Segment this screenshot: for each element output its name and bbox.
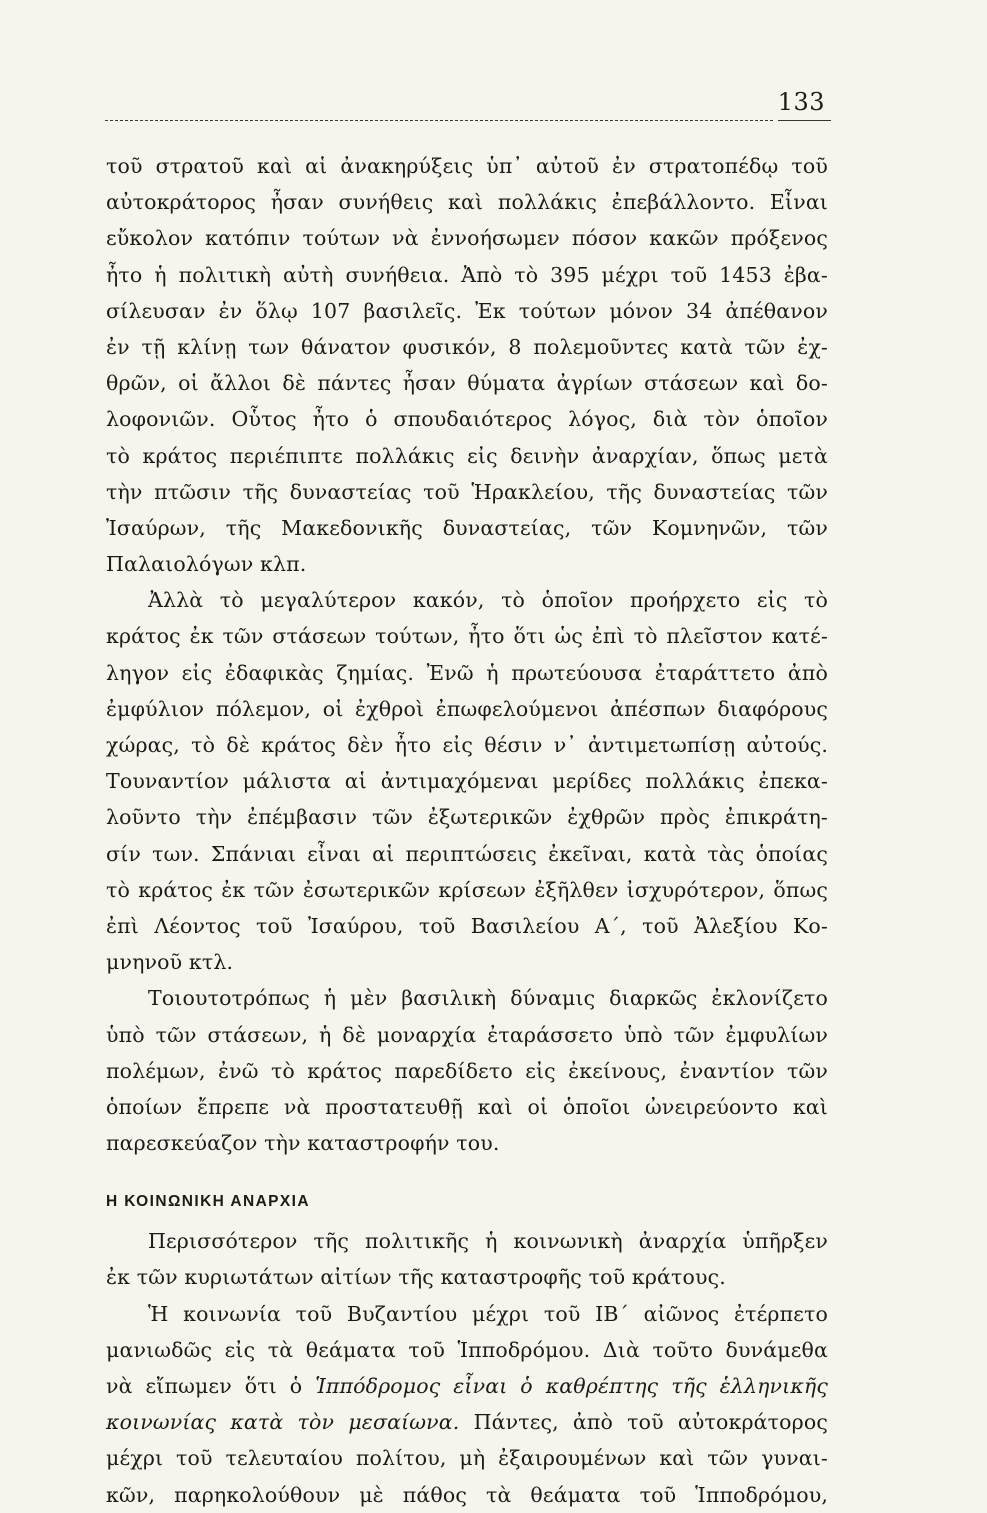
text-line: τοῦ στρατοῦ καὶ αἱ ἀνακηρύξεις ὑπ᾽ αὐτοῦ ἐν στρατοπέδῳ τοῦ bbox=[106, 154, 828, 178]
text-line: σίλευσαν ἐν ὅλῳ 107 βασιλεῖς. Ἐκ τούτων μόνον 34 ἀπέθανον bbox=[106, 298, 828, 323]
text-line: λοῦντο τὴν ἐπέμβασιν τῶν ἐξωτερικῶν ἐχθρῶν πρὸς ἐπικράτη- bbox=[106, 805, 828, 830]
text-line: χώρας, τὸ δὲ κράτος δὲν ἦτο εἰς θέσιν ν᾽ ἀντιμετωπίσῃ αὐτούς. bbox=[106, 733, 828, 757]
text-line: θρῶν, οἱ ἄλλοι δὲ πάντες ἦσαν θύματα ἀγρίων στάσεων καὶ δο- bbox=[106, 371, 828, 396]
text-line: Τουναντίον μάλιστα αἱ ἀντιμαχόμεναι μερίδες πολλάκις ἐπεκα- bbox=[106, 769, 828, 794]
text-line: Ἰσαύρων, τῆς Μακεδονικῆς δυναστείας, τῶν Κομνηνῶν, τῶν bbox=[106, 515, 828, 540]
text-line-mixed bbox=[106, 1404, 828, 1440]
text-line: παρεσκεύαζον τὴν καταστροφήν του. bbox=[106, 1131, 500, 1156]
header-dashed-rule bbox=[105, 120, 773, 121]
text-line: ἦτο ἡ πολιτικὴ αὐτὴ συνήθεια. Ἀπὸ τὸ 395 μέχρι τοῦ 1453 ἐβα- bbox=[106, 262, 828, 287]
text-line: Ἡ κοινωνία τοῦ Βυζαντίου μέχρι τοῦ ΙΒ΄ αἰῶνος ἐτέρπετο bbox=[148, 1301, 828, 1326]
text-line-mixed bbox=[106, 1368, 828, 1404]
paragraph-1 bbox=[106, 148, 828, 582]
text-line: σίν των. Σπάνιαι εἶναι αἱ περιπτώσεις ἐκεῖναι, κατὰ τὰς ὁποίας bbox=[106, 841, 828, 866]
text-line: ἐπὶ Λέοντος τοῦ Ἰσαύρου, τοῦ Βασιλείου Α΄, τοῦ Ἀλεξίου Κο- bbox=[106, 913, 828, 938]
text-line: τὴν πτῶσιν τῆς δυναστείας τοῦ Ἡρακλείου, τῆς δυναστείας τῶν bbox=[106, 479, 828, 504]
page-body bbox=[106, 148, 828, 1513]
italic-emphasis: Ἱππόδρομος εἶναι ὁ καθρέπτης τῆς ἑλληνικῆς bbox=[315, 1374, 828, 1398]
paragraph-3 bbox=[106, 980, 828, 1161]
text-line: μνηνοῦ κτλ. bbox=[106, 950, 234, 975]
text-fragment: νὰ εἴπωμεν ὅτι ὁ bbox=[106, 1374, 316, 1398]
text-line: ἐκ τῶν κυριωτάτων αἰτίων τῆς καταστροφῆς τοῦ κράτους. bbox=[106, 1265, 726, 1290]
text-line: λοφονιῶν. Οὗτος ἦτο ὁ σπουδαιότερος λόγος, διὰ τὸν ὁποῖον bbox=[106, 407, 828, 432]
text-line: ὑπὸ τῶν στάσεων, ἡ δὲ μοναρχία ἐταράσσετο ὑπὸ τῶν ἐμφυλίων bbox=[106, 1022, 828, 1047]
text-line: πολέμων, ἐνῶ τὸ κράτος παρεδίδετο εἰς ἐκείνους, ἐναντίον τῶν bbox=[106, 1058, 828, 1083]
text-line: Τοιουτοτρόπως ἡ μὲν βασιλικὴ δύναμις διαρκῶς ἐκλονίζετο bbox=[148, 986, 828, 1011]
text-line: εὔκολον κατόπιν τούτων νὰ ἐννοήσωμεν πόσον κακῶν πρόξενος bbox=[106, 226, 828, 251]
text-line: κῶν, παρηκολούθουν μὲ πάθος τὰ θεάματα τοῦ Ἱπποδρόμου, bbox=[106, 1482, 828, 1507]
text-line: Παλαιολόγων κλπ. bbox=[106, 552, 307, 577]
text-line: κράτος ἐκ τῶν στάσεων τούτων, ἦτο ὅτι ὡς ἐπὶ τὸ πλεῖστον κατέ- bbox=[106, 624, 828, 649]
text-line: μέχρι τοῦ τελευταίου πολίτου, μὴ ἐξαιρουμένων καὶ τῶν γυναι- bbox=[106, 1446, 828, 1471]
text-line: Περισσότερον τῆς πολιτικῆς ἡ κοινωνικὴ ἀναρχία ὑπῆρξεν bbox=[148, 1229, 828, 1254]
italic-emphasis: κοινωνίας κατὰ τὸν μεσαίωνα. bbox=[106, 1410, 460, 1435]
text-line: Ἀλλὰ τὸ μεγαλύτερον κακόν, τὸ ὁποῖον προήρχετο εἰς τὸ bbox=[148, 588, 828, 613]
section-heading: Η ΚΟΙΝΩΝΙΚΗ ΑΝΑΡΧΙΑ bbox=[106, 1193, 310, 1211]
page-number: 133 bbox=[777, 88, 825, 116]
text-fragment: Πάντες, ἀπὸ τοῦ αὐτοκράτορος bbox=[459, 1410, 828, 1435]
text-line: ἐν τῇ κλίνῃ των θάνατον φυσικόν, 8 πολεμοῦντες κατὰ τῶν ἐχ- bbox=[106, 334, 828, 359]
page-header bbox=[105, 86, 825, 126]
text-line: ὁποίων ἔπρεπε νὰ προστατευθῇ καὶ οἱ ὁποῖοι ὠνειρεύοντο καὶ bbox=[106, 1094, 828, 1119]
text-line: τὸ κράτος ἐκ τῶν ἐσωτερικῶν κρίσεων ἐξῆλθεν ἰσχυρότερον, ὅπως bbox=[106, 877, 828, 902]
paragraph-2 bbox=[106, 582, 828, 980]
text-line: μανιωδῶς εἰς τὰ θεάματα τοῦ Ἱπποδρόμου. Διὰ τοῦτο δυνάμεθα bbox=[106, 1337, 828, 1362]
text-line: ἐμφύλιον πόλεμον, οἱ ἐχθροὶ ἐπωφελούμενοι ἀπέσπων διαφόρους bbox=[106, 696, 828, 721]
text-line: ληγον εἰς ἐδαφικὰς ζημίας. Ἐνῶ ἡ πρωτεύουσα ἐταράττετο ἀπὸ bbox=[106, 660, 828, 685]
paragraph-5 bbox=[106, 1296, 828, 1513]
text-line: τὸ κράτος περιέπιπτε πολλάκις εἰς δεινὴν ἀναρχίαν, ὅπως μετὰ bbox=[106, 443, 828, 468]
paragraph-4 bbox=[106, 1223, 828, 1295]
text-line: αὐτοκράτορος ἦσαν συνήθεις καὶ πολλάκις ἐπεβάλλοντο. Εἶναι bbox=[106, 190, 828, 215]
